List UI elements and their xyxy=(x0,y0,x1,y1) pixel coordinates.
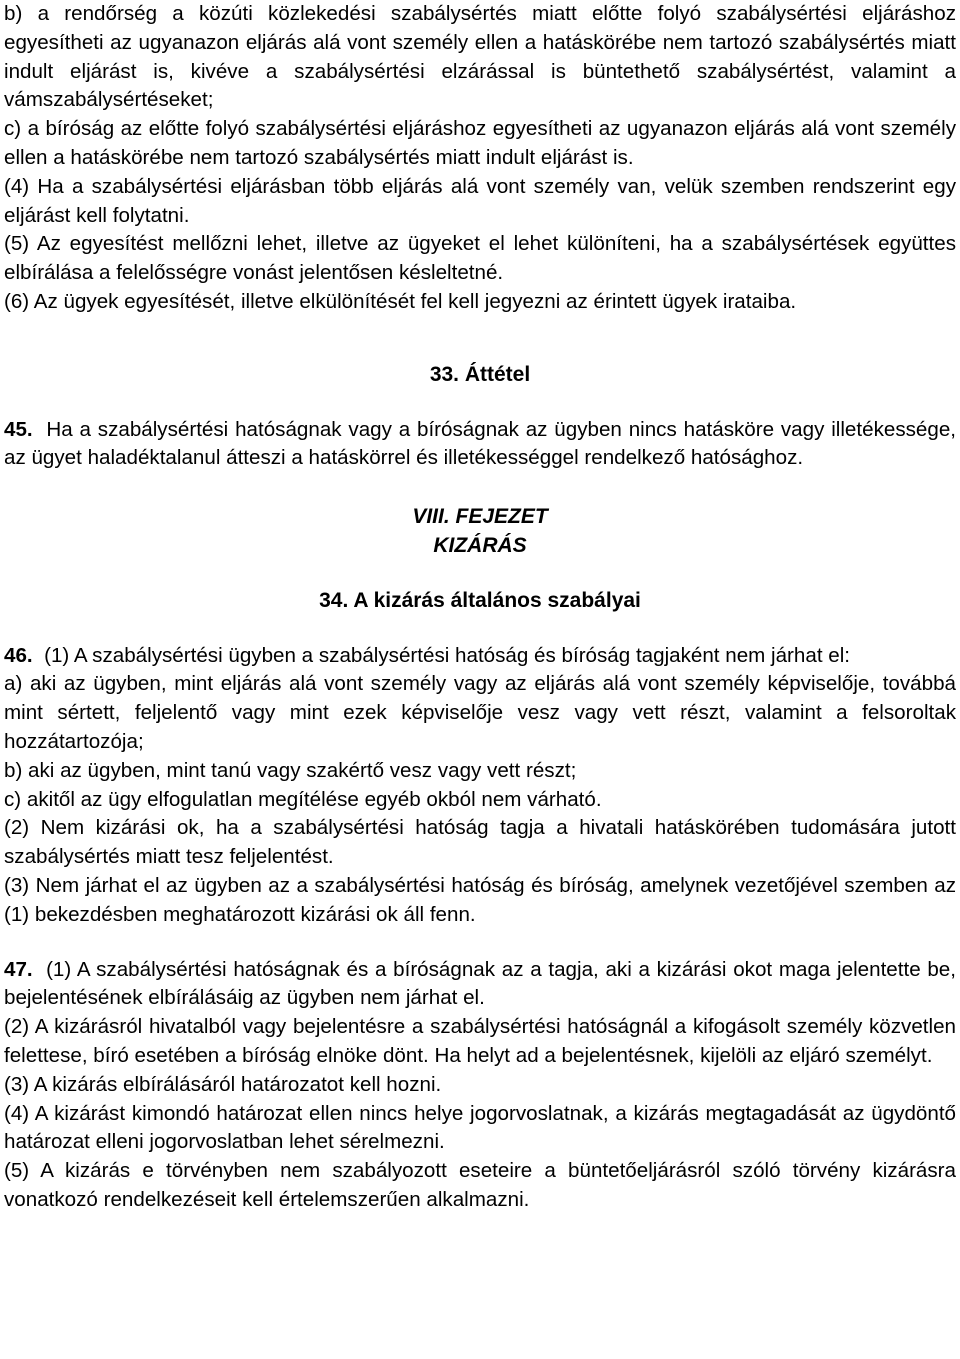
chapter-heading: VIII. FEJEZET xyxy=(412,505,548,529)
section-text: (1) A szabálysértési hatóságnak és a bíróságnak az a tagja, aki a kizárási okot maga jelentette be, bejelentésének elbírálásáig az ügyben nem járhat el. xyxy=(4,957,956,1010)
section-46-c: c) akitől az ügy elfogulatlan megítélése egyéb okból nem várható. xyxy=(4,787,602,811)
section-46-3: (3) Nem járhat el az ügyben az a szabálysértési hatóság és bíróság, amelynek vezetőjével szemben az (1) bekezdésben meghatározott kizárási ok áll fenn. xyxy=(4,873,956,926)
section-47-5: (5) A kizárás e törvényben nem szabályozott eseteire a büntetőeljárásról szóló törvény kizárásra vonatkozó rendelkezéseit kell értelemszerűen alkalmazni. xyxy=(4,1159,956,1211)
paragraph-4: (4) Ha a szabálysértési eljárásban több eljárás alá vont személy van, velük szemben rendszerint egy eljárást kell folytatni. xyxy=(4,174,956,227)
paragraph-6: (6) Az ügyek egyesítését, illetve elkülönítését fel kell jegyezni az érintett ügyek irataiba. xyxy=(4,289,797,313)
paragraph-3c: c) a bíróság az előtte folyó szabálysértési eljáráshoz egyesítheti az ugyanazon eljárás alá vont személy ellen a hatáskörébe nem tartozó szabálysértés miatt indult eljárást is. xyxy=(4,117,956,169)
section-46-2: (2) Nem kizárási ok, ha a szabálysértési hatóság tagja a hivatali hatáskörében tudomására jutott szabálysértés miatt tesz feljelentést. xyxy=(4,816,956,869)
section-number: 46. xyxy=(4,643,33,667)
section-46-b: b) aki az ügyben, mint tanú vagy szakértő vesz vagy vett részt; xyxy=(4,758,577,782)
document-page xyxy=(4,0,956,1215)
section-47-4: (4) A kizárást kimondó határozat ellen nincs helye jogorvoslatnak, a kizárás megtagadását az ügydöntő határozat elleni jogorvoslatban lehet sérelmezni. xyxy=(4,1101,956,1154)
section-number: 45. xyxy=(4,417,33,441)
section-heading-34: 34. A kizárás általános szabályai xyxy=(319,588,641,612)
paragraph-5: (5) Az egyesítést mellőzni lehet, illetve az ügyeket el lehet különíteni, ha a szabálysértések együttes elbírálása a felelősségre vonást jelentősen késleltetné. xyxy=(4,232,956,285)
section-46-a: a) aki az ügyben, mint eljárás alá vont személy vagy az eljárás alá vont személy képviselője, továbbá mint sértett, feljelentő vagy mint ezek képviselője vesz vagy vett részt, valamint a felsoroltak hozzátartozója; xyxy=(4,672,956,753)
paragraph-3b: b) a rendőrség a közúti közlekedési szabálysértés miatt előtte folyó szabálysértési eljáráshoz egyesítheti az ugyanazon eljárás alá vont személy ellen a hatáskörébe nem tartozó szabálysértés miatt indult eljárást is, kivéve a szabálysértési elzárással is büntethető szabálysértést, valamint a vámszabálysértéseket; xyxy=(4,2,956,112)
section-47 xyxy=(4,956,956,1014)
section-number: 47. xyxy=(4,957,33,981)
section-heading-33: 33. Áttétel xyxy=(429,362,531,386)
section-text: Ha a szabálysértési hatóságnak vagy a bíróságnak az ügyben nincs hatásköre vagy illetékessége, az ügyet haladéktalanul átteszi a hatáskörrel és illetékességgel rendelkező hatósághoz. xyxy=(4,417,956,470)
section-46 xyxy=(4,642,956,671)
section-45 xyxy=(4,416,956,474)
section-47-2: (2) A kizárásról hivatalból vagy bejelentésre a szabálysértési hatóságnál a kifogásolt személy közvetlen felettese, bíró esetében a bíróság elnöke dönt. Ha helyt ad a bejelentésnek, kijelöli az eljáró személyt. xyxy=(4,1015,956,1067)
section-text: (1) A szabálysértési ügyben a szabálysértési hatóság és bíróság tagjaként nem járhat el: xyxy=(44,643,851,667)
chapter-title: KIZÁRÁS xyxy=(433,533,527,557)
section-47-3: (3) A kizárás elbírálásáról határozatot kell hozni. xyxy=(4,1072,442,1096)
